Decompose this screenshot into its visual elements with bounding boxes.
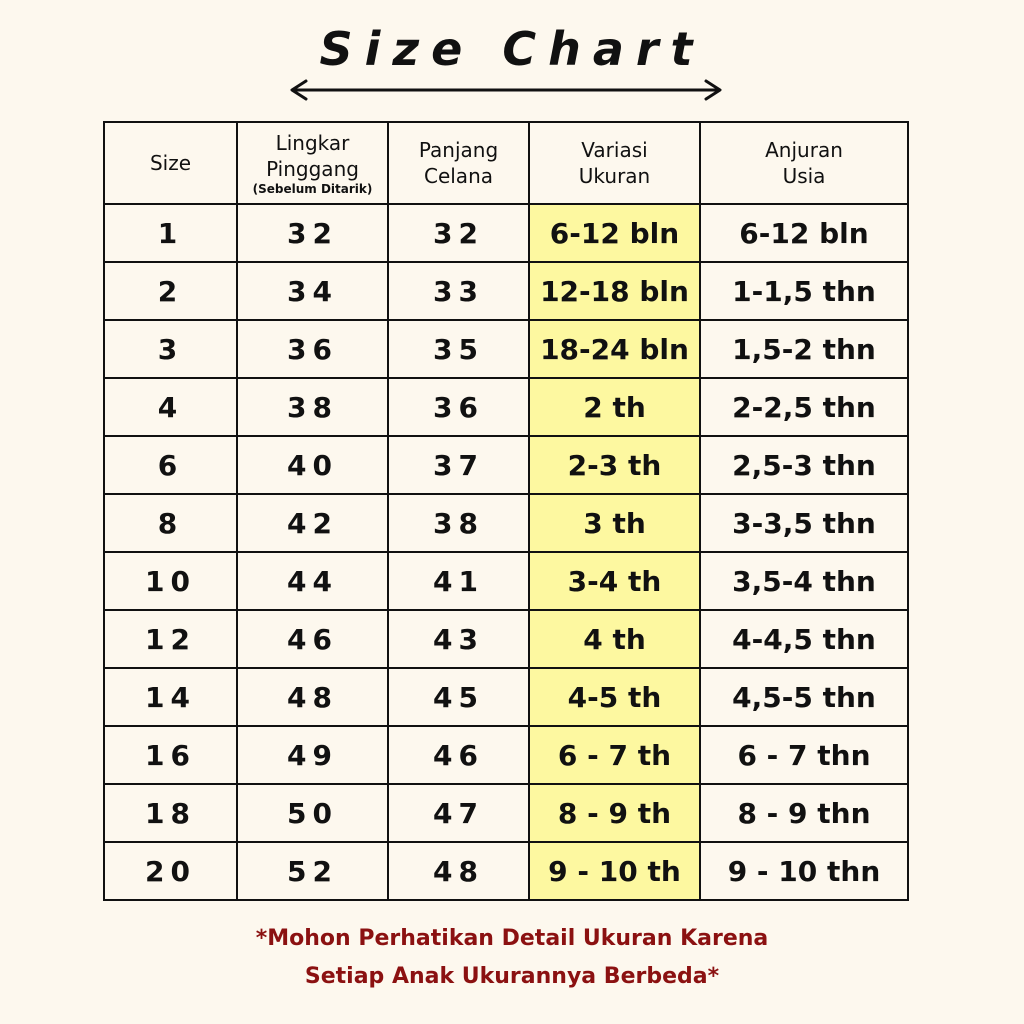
table-row	[104, 668, 908, 726]
cell-panjang: 38	[388, 494, 529, 552]
cell-lingkar: 49	[237, 726, 388, 784]
table-row	[104, 378, 908, 436]
cell-panjang: 47	[388, 784, 529, 842]
cell-lingkar: 42	[237, 494, 388, 552]
cell-variasi: 6-12 bln	[529, 204, 700, 262]
cell-panjang: 41	[388, 552, 529, 610]
size-chart-table	[103, 121, 909, 901]
cell-variasi: 3-4 th	[529, 552, 700, 610]
cell-anjuran: 9 - 10 thn	[700, 842, 908, 900]
table-row	[104, 204, 908, 262]
cell-panjang: 45	[388, 668, 529, 726]
cell-lingkar: 36	[237, 320, 388, 378]
cell-anjuran: 6 - 7 thn	[700, 726, 908, 784]
cell-panjang: 43	[388, 610, 529, 668]
page-title: Size Chart	[319, 22, 705, 76]
cell-lingkar: 50	[237, 784, 388, 842]
table-row	[104, 436, 908, 494]
cell-anjuran: 2,5-3 thn	[700, 436, 908, 494]
header-panjang-line2: Celana	[423, 164, 493, 188]
cell-size: 14	[104, 668, 237, 726]
cell-variasi: 2-3 th	[529, 436, 700, 494]
header-size	[104, 122, 237, 204]
table-row	[104, 320, 908, 378]
cell-size: 3	[104, 320, 237, 378]
cell-size: 4	[104, 378, 237, 436]
cell-size: 6	[104, 436, 237, 494]
cell-variasi: 18-24 bln	[529, 320, 700, 378]
table-row	[104, 842, 908, 900]
table-row	[104, 552, 908, 610]
header-variasi-line1: Variasi	[581, 138, 648, 162]
cell-anjuran: 1-1,5 thn	[700, 262, 908, 320]
header-variasi-line2: Ukuran	[578, 164, 651, 188]
cell-lingkar: 52	[237, 842, 388, 900]
cell-size: 8	[104, 494, 237, 552]
cell-anjuran: 8 - 9 thn	[700, 784, 908, 842]
header-lingkar-pinggang	[237, 122, 388, 204]
note-line-2: Setiap Anak Ukurannya Berbeda*	[304, 964, 720, 989]
header-panjang-line1: Panjang	[418, 138, 499, 162]
header-size-label: Size	[149, 151, 192, 175]
cell-anjuran: 3,5-4 thn	[700, 552, 908, 610]
cell-panjang: 35	[388, 320, 529, 378]
cell-lingkar: 46	[237, 610, 388, 668]
cell-panjang: 36	[388, 378, 529, 436]
cell-anjuran: 3-3,5 thn	[700, 494, 908, 552]
cell-size: 10	[104, 552, 237, 610]
cell-panjang: 32	[388, 204, 529, 262]
table-row	[104, 726, 908, 784]
header-anjuran-line2: Usia	[782, 164, 826, 188]
header-lingkar-line1: Lingkar	[275, 131, 350, 155]
header-panjang-celana	[388, 122, 529, 204]
cell-variasi: 6 - 7 th	[529, 726, 700, 784]
cell-lingkar: 32	[237, 204, 388, 262]
cell-panjang: 33	[388, 262, 529, 320]
header-lingkar-line2: Pinggang	[266, 157, 359, 181]
table-row	[104, 784, 908, 842]
cell-variasi: 12-18 bln	[529, 262, 700, 320]
cell-variasi: 4 th	[529, 610, 700, 668]
cell-size: 16	[104, 726, 237, 784]
cell-anjuran: 1,5-2 thn	[700, 320, 908, 378]
cell-size: 1	[104, 204, 237, 262]
cell-anjuran: 6-12 bln	[700, 204, 908, 262]
cell-anjuran: 4,5-5 thn	[700, 668, 908, 726]
cell-lingkar: 40	[237, 436, 388, 494]
cell-lingkar: 48	[237, 668, 388, 726]
cell-lingkar: 44	[237, 552, 388, 610]
table-row	[104, 494, 908, 552]
double-arrow-icon	[286, 78, 726, 102]
cell-anjuran: 4-4,5 thn	[700, 610, 908, 668]
cell-panjang: 37	[388, 436, 529, 494]
cell-variasi: 3 th	[529, 494, 700, 552]
header-variasi-ukuran	[529, 122, 700, 204]
table-row	[104, 610, 908, 668]
cell-panjang: 46	[388, 726, 529, 784]
note-line-1: *Mohon Perhatikan Detail Ukuran Karena	[255, 926, 769, 951]
table-row	[104, 262, 908, 320]
header-anjuran-line1: Anjuran	[765, 138, 843, 162]
cell-variasi: 4-5 th	[529, 668, 700, 726]
cell-size: 12	[104, 610, 237, 668]
cell-panjang: 48	[388, 842, 529, 900]
header-lingkar-sub: (Sebelum Ditarik)	[252, 182, 373, 196]
cell-size: 18	[104, 784, 237, 842]
cell-anjuran: 2-2,5 thn	[700, 378, 908, 436]
cell-size: 2	[104, 262, 237, 320]
cell-lingkar: 38	[237, 378, 388, 436]
cell-variasi: 9 - 10 th	[529, 842, 700, 900]
cell-size: 20	[104, 842, 237, 900]
cell-lingkar: 34	[237, 262, 388, 320]
cell-variasi: 8 - 9 th	[529, 784, 700, 842]
header-anjuran-usia	[700, 122, 908, 204]
cell-variasi: 2 th	[529, 378, 700, 436]
table-header-row	[104, 122, 908, 204]
